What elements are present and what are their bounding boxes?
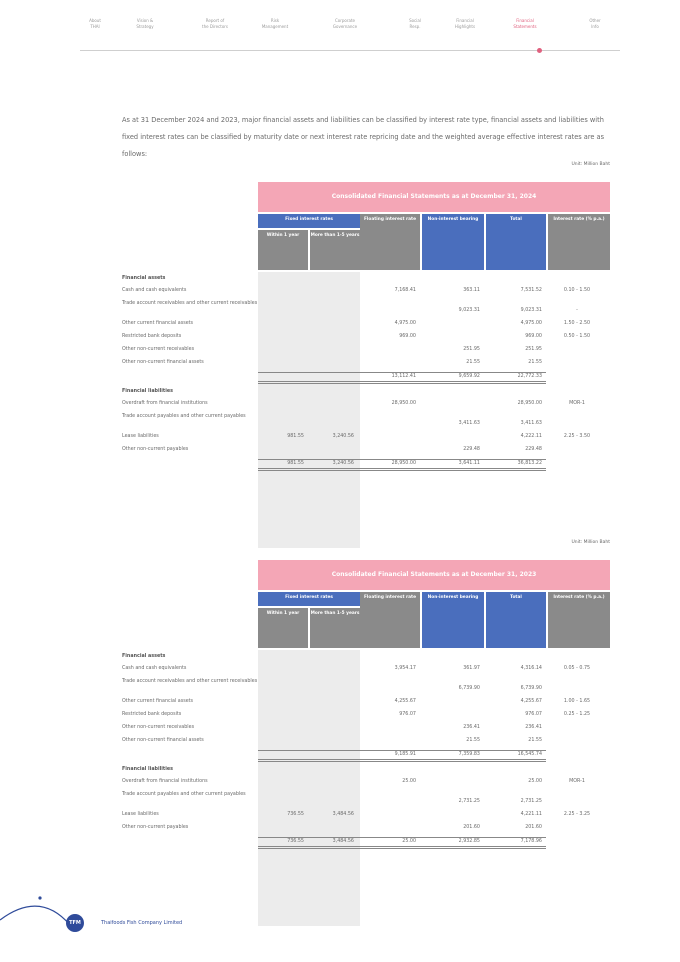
nav-item-line2: Highlights	[454, 24, 476, 29]
subtotal-floating: 25.00	[402, 839, 416, 844]
header-text: Within 1 year	[266, 233, 300, 238]
header-within-1-year	[258, 230, 308, 270]
cell-total: 976.07	[525, 712, 542, 717]
subtotal-within: 981.55	[287, 461, 304, 466]
row-label: Cash and cash equivalents	[122, 666, 187, 671]
subtotal-rule	[258, 837, 546, 838]
cell-floating: 4,975.00	[394, 321, 416, 326]
nav-item-line2: Statements	[513, 24, 537, 29]
cell-total: 6,739.90	[520, 686, 542, 691]
cell-total: 21.55	[528, 360, 542, 365]
header-text: Fixed interest rates	[285, 217, 333, 222]
cell-floating: 28,950.00	[391, 401, 416, 406]
nav-item[interactable]	[570, 18, 620, 30]
header-floating-rate	[360, 592, 420, 648]
nav-item[interactable]	[190, 18, 240, 30]
cell-non: 251.95	[463, 347, 480, 352]
total-double-rule	[258, 759, 546, 762]
subtotal-over: 3,484.56	[332, 839, 354, 844]
row-label: Other non-current financial assets	[122, 360, 204, 365]
nav-item[interactable]	[320, 18, 370, 30]
unit-label: Unit: Million Baht	[571, 162, 610, 167]
cell-total: 4,255.67	[520, 699, 542, 704]
row-label: Overdraft from financial institutions	[122, 779, 208, 784]
cell-non: 361.97	[463, 666, 480, 671]
subtotal-total: 36,813.22	[517, 461, 542, 466]
cell-total: 229.48	[525, 447, 542, 452]
nav-item-line1: Corporate	[335, 18, 355, 23]
header-fixed-rate-group	[258, 592, 360, 606]
header-text: Floating interest rate	[363, 217, 417, 222]
cell-total: 4,975.00	[520, 321, 542, 326]
row-label: Lease liabilities	[122, 434, 159, 439]
subtotal-non: 2,932.85	[458, 839, 480, 844]
header-text: Non-interest bearing	[427, 217, 479, 222]
subtotal-total: 7,178.96	[520, 839, 542, 844]
chapter-navigation	[80, 18, 620, 52]
nav-item-line1: Other	[589, 18, 601, 23]
nav-item-line1: Financial	[456, 18, 474, 23]
subtotal-non: 3,641.11	[458, 461, 480, 466]
row-label: Trade account payables and other current payables	[122, 414, 246, 419]
nav-item-line2: Info	[591, 24, 599, 29]
nav-item-line2: Resp.	[409, 24, 421, 29]
row-label: Lease liabilities	[122, 812, 159, 817]
cell-total: 969.00	[525, 334, 542, 339]
cell-rate: 0.25 - 1.25	[563, 712, 591, 717]
cell-total: 2,731.25	[520, 799, 542, 804]
unit-label: Unit: Million Baht	[571, 540, 610, 545]
fixed-rate-column-background	[258, 650, 360, 926]
subtotal-total: 16,545.74	[517, 752, 542, 757]
cell-non: 21.55	[466, 738, 480, 743]
header-1-5-years	[310, 230, 360, 270]
cell-total: 25.00	[528, 779, 542, 784]
total-double-rule	[258, 846, 546, 849]
row-label: Other current financial assets	[122, 699, 194, 704]
nav-item-line2: the Directors	[202, 24, 228, 29]
subtotal-floating: 9,185.91	[394, 752, 416, 757]
cell-total: 3,411.63	[520, 421, 542, 426]
subtotal-non: 7,359.83	[458, 752, 480, 757]
header-text: Interest rate (% p.a.)	[553, 595, 605, 600]
subtotal-floating: 28,950.00	[391, 461, 416, 466]
table-title: Consolidated Financial Statements as at December 31, 2024	[258, 182, 610, 212]
nav-item[interactable]	[440, 18, 490, 30]
section-title: Financial assets	[122, 276, 166, 281]
cell-total: 9,023.31	[520, 308, 542, 313]
cell-non: 2,731.25	[458, 799, 480, 804]
table-title: Consolidated Financial Statements as at December 31, 2023	[258, 560, 610, 590]
subtotal-total: 22,772.33	[517, 374, 542, 379]
nav-item[interactable]	[390, 18, 440, 30]
nav-item-line2: Strategy	[136, 24, 154, 29]
header-text: Total	[510, 217, 522, 222]
nav-item[interactable]	[120, 18, 170, 30]
nav-item-line1: About	[89, 18, 101, 23]
subtotal-over: 3,240.56	[332, 461, 354, 466]
nav-item-line2: THAI	[90, 24, 100, 29]
cell-floating: 4,255.67	[394, 699, 416, 704]
cell-non: 3,411.63	[458, 421, 480, 426]
header-total	[486, 214, 546, 270]
intro-paragraph: As at 31 December 2024 and 2023, major financial assets and liabilities can be classified by interest rate type, financial assets and liabilities with fixed interest rates can be classified by maturity date or next interest rate repricing date and the weighted average effective interest rates are as follows:	[122, 116, 605, 158]
cell-total: 251.95	[525, 347, 542, 352]
cell-rate: 1.50 - 2.50	[563, 321, 591, 326]
subtotal-floating: 13,112.41	[391, 374, 416, 379]
fixed-rate-column-background	[258, 272, 360, 548]
cell-rate: 0.50 - 1.50	[563, 334, 591, 339]
row-label: Cash and cash equivalents	[122, 288, 187, 293]
row-label: Restricted bank deposits	[122, 334, 182, 339]
cell-floating: 969.00	[399, 334, 416, 339]
cell-floating: 7,168.41	[394, 288, 416, 293]
nav-item-line2: Management	[261, 24, 289, 29]
cell-floating: 25.00	[402, 779, 416, 784]
row-label: Other non-current receivables	[122, 725, 195, 730]
cell-rate: -	[576, 308, 578, 313]
row-label: Other non-current receivables	[122, 347, 195, 352]
header-text: Floating interest rate	[363, 595, 417, 600]
header-text: Within 1 year	[266, 611, 300, 616]
company-logo: TFM	[66, 914, 84, 932]
section-title: Financial assets	[122, 654, 166, 659]
header-fixed-rate-group	[258, 214, 360, 228]
nav-item[interactable]	[500, 18, 550, 30]
row-label: Other non-current payables	[122, 447, 189, 452]
cell-within: 981.55	[287, 434, 304, 439]
cell-over: 3,484.56	[332, 812, 354, 817]
cell-total: 4,222.11	[520, 434, 542, 439]
subtotal-within: 736.55	[287, 839, 304, 844]
cell-rate: 2.25 - 3.50	[563, 434, 591, 439]
cell-non: 21.55	[466, 360, 480, 365]
nav-item[interactable]	[250, 18, 300, 30]
header-total	[486, 592, 546, 648]
nav-item[interactable]	[70, 18, 120, 30]
header-non-interest	[422, 214, 484, 270]
nav-item-line1: Social	[409, 18, 421, 23]
header-text: Total	[510, 595, 522, 600]
nav-item-line1: Report of	[205, 18, 225, 23]
section-title: Financial liabilities	[122, 389, 173, 394]
nav-item-line1: Risk	[270, 18, 280, 23]
cell-floating: 976.07	[399, 712, 416, 717]
row-label: Trade account payables and other current payables	[122, 792, 246, 797]
row-label: Other non-current payables	[122, 825, 189, 830]
header-1-5-years	[310, 608, 360, 648]
cell-rate: MOR-1	[569, 779, 585, 784]
nav-item-line2: Governance	[332, 24, 358, 29]
header-text: Interest rate (% p.a.)	[553, 217, 605, 222]
cell-total: 7,531.52	[520, 288, 542, 293]
company-name: Thaifoods Fish Company Limited	[101, 920, 183, 926]
cell-within: 736.55	[287, 812, 304, 817]
cell-total: 28,950.00	[517, 401, 542, 406]
cell-total: 21.55	[528, 738, 542, 743]
cell-total: 4,316.14	[520, 666, 542, 671]
cell-total: 4,221.11	[520, 812, 542, 817]
header-floating-rate	[360, 214, 420, 270]
total-double-rule	[258, 381, 546, 384]
cell-non: 6,739.90	[458, 686, 480, 691]
subtotal-rule	[258, 459, 546, 460]
cell-total: 236.41	[525, 725, 542, 730]
cell-non: 9,023.31	[458, 308, 480, 313]
subtotal-rule	[258, 372, 546, 373]
header-text: Non-interest bearing	[427, 595, 479, 600]
subtotal-non: 9,659.92	[458, 374, 480, 379]
row-label: Restricted bank deposits	[122, 712, 182, 717]
cell-non: 201.60	[463, 825, 480, 830]
nav-item-line1: Vision &	[136, 18, 154, 23]
cell-rate: 0.10 - 1.50	[563, 288, 591, 293]
header-interest-rate	[548, 214, 610, 270]
row-label: Other current financial assets	[122, 321, 194, 326]
subtotal-rule	[258, 750, 546, 751]
nav-item-line1: Financial	[516, 18, 534, 23]
row-label: Trade account receivables and other current receivables	[122, 301, 258, 306]
header-text: More than 1-5 years	[310, 233, 360, 238]
cell-total: 201.60	[525, 825, 542, 830]
cell-rate: 2.25 - 3.25	[563, 812, 591, 817]
header-non-interest	[422, 592, 484, 648]
cell-floating: 3,954.17	[394, 666, 416, 671]
row-label: Trade account receivables and other current receivables	[122, 679, 258, 684]
cell-non: 236.41	[463, 725, 480, 730]
cell-rate: MOR-1	[569, 401, 585, 406]
cell-over: 3,240.56	[332, 434, 354, 439]
row-label: Other non-current financial assets	[122, 738, 204, 743]
header-within-1-year	[258, 608, 308, 648]
nav-progress-dot	[537, 48, 542, 53]
header-text: Fixed interest rates	[285, 595, 333, 600]
row-label: Overdraft from financial institutions	[122, 401, 208, 406]
cell-non: 363.11	[463, 288, 480, 293]
cell-rate: 0.05 - 0.75	[563, 666, 591, 671]
total-double-rule	[258, 468, 546, 471]
header-text: More than 1-5 years	[310, 611, 360, 616]
cell-rate: 1.00 - 1.65	[563, 699, 591, 704]
section-title: Financial liabilities	[122, 767, 173, 772]
header-interest-rate	[548, 592, 610, 648]
cell-non: 229.48	[463, 447, 480, 452]
